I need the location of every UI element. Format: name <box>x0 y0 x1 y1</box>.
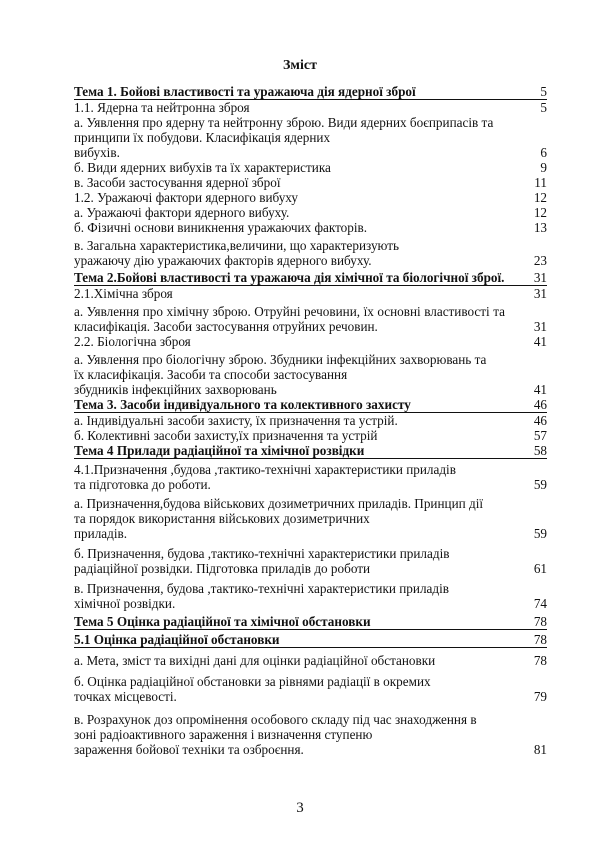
toc-entry-page: 46 <box>533 413 547 428</box>
toc-entry[interactable] <box>74 352 547 397</box>
toc-entry-page: 79 <box>533 689 547 704</box>
toc-entry-text: 2.1.Хімічна зброя <box>74 286 173 301</box>
toc-entry-page: 11 <box>534 175 547 190</box>
toc-entry-text: 2.2. Біологічна зброя <box>74 334 191 349</box>
toc-entry[interactable] <box>74 286 547 301</box>
toc-entry-text: б. Призначення, будова ,тактико-технічні характеристики приладів радіаційної розвідки. Підготовка приладів до роботи <box>74 546 450 576</box>
toc-entry-text: б. Колективні засоби захисту,їх призначення та устрій <box>74 428 378 443</box>
toc-entry-page: 81 <box>533 742 547 757</box>
toc-entry-page: 5 <box>540 84 547 99</box>
toc-entry-page: 9 <box>540 160 547 175</box>
toc-entry-text: Тема 5 Оцінка радіаційної та хімічної обстановки <box>74 614 371 629</box>
toc-entry-page: 13 <box>533 220 547 235</box>
toc-entry-page: 57 <box>533 428 547 443</box>
toc-entry-text: а. Уявлення про хімічну зброю. Отруйні речовини, їх основні властивості та класифікація. Засоби застосування отруйних речовин. <box>74 304 505 334</box>
toc-entry-text: 4.1.Призначення ,будова ,тактико-технічні характеристики приладів та підготовка до роботи. <box>74 462 456 492</box>
toc-entry-page: 58 <box>533 443 547 458</box>
toc-entry[interactable] <box>74 160 547 175</box>
toc-entry-text: 5.1 Оцінка радіаційної обстановки <box>74 632 280 647</box>
toc-entry-text: б. Фізичні основи виникнення уражаючих факторів. <box>74 220 368 235</box>
toc-entry-text: а. Уражаючі фактори ядерного вибуху. <box>74 205 290 220</box>
toc-entry[interactable] <box>74 238 547 268</box>
toc-entry[interactable] <box>74 413 547 428</box>
toc-entry[interactable] <box>74 674 547 704</box>
toc-entry[interactable] <box>74 653 547 668</box>
toc-entry[interactable] <box>74 496 547 541</box>
toc-entry-page: 12 <box>533 205 547 220</box>
toc-entry[interactable] <box>74 190 547 205</box>
toc-entry-section-5-1[interactable] <box>74 632 547 648</box>
toc-entry-text: в. Засоби застосування ядерної зброї <box>74 175 281 190</box>
toc-entry-text: а. Мета, зміст та вихідні дані для оцінки радіаційної обстановки <box>74 653 436 668</box>
toc-entry-text: 1.1. Ядерна та нейтронна зброя <box>74 100 250 115</box>
toc-entry-page: 6 <box>540 145 547 160</box>
toc-entry-page: 31 <box>533 270 547 285</box>
toc-entry-text: Тема 1. Бойові властивості та уражаюча дія ядерної зброї <box>74 84 416 99</box>
toc-entry-page: 5 <box>540 100 547 115</box>
toc-entry[interactable] <box>74 462 547 492</box>
toc-entry-text: а. Призначення,будова військових дозиметричних приладів. Принцип дії та порядок використання військових дозиметричних приладів. <box>74 496 484 541</box>
toc-entry-topic-4[interactable] <box>74 443 547 459</box>
page-number: 3 <box>296 800 304 816</box>
toc-entry-topic-2[interactable] <box>74 270 547 286</box>
toc-entry-text: Тема 4 Прилади радіаційної та хімічної розвідки <box>74 443 365 458</box>
toc-entry-page: 23 <box>533 253 547 268</box>
toc-entry-page: 31 <box>533 319 547 334</box>
toc-entry-page: 59 <box>533 526 547 541</box>
toc-entry[interactable] <box>74 100 547 115</box>
toc-entry[interactable] <box>74 220 547 235</box>
toc-entry-page: 61 <box>533 561 547 576</box>
toc-entry-topic-3[interactable] <box>74 397 547 413</box>
toc-entry[interactable] <box>74 428 547 443</box>
page-title: Зміст <box>283 58 317 73</box>
toc-entry-text: в. Загальна характеристика,величини, що характеризують уражаючу дію уражаючих факторів ядерного вибуху. <box>74 238 399 268</box>
toc-entry-page: 41 <box>533 382 547 397</box>
toc-entry-page: 74 <box>533 596 547 611</box>
toc-entry[interactable] <box>74 115 547 160</box>
toc-entry-page: 12 <box>533 190 547 205</box>
toc-entry[interactable] <box>74 175 547 190</box>
toc-entry[interactable] <box>74 581 547 611</box>
toc-entry[interactable] <box>74 546 547 576</box>
toc-entry-page: 31 <box>533 286 547 301</box>
toc-entry-page: 41 <box>533 334 547 349</box>
toc-entry-text: а. Індивідуальні засоби захисту, їх призначення та устрій. <box>74 413 398 428</box>
toc-entry-text: Тема 2.Бойові властивості та уражаюча дія хімічної та біологічної зброї. <box>74 270 505 285</box>
toc-entry-text: б. Види ядерних вибухів та їх характеристика <box>74 160 331 175</box>
table-of-contents <box>74 84 547 757</box>
toc-entry-page: 78 <box>533 653 547 668</box>
toc-entry-topic-5[interactable] <box>74 614 547 630</box>
toc-entry-text: б. Оцінка радіаційної обстановки за рівнями радіації в окремих точках місцевості. <box>74 674 431 704</box>
toc-entry-text: 1.2. Уражаючі фактори ядерного вибуху <box>74 190 298 205</box>
toc-entry-text: в. Призначення, будова ,тактико-технічні характеристики приладів хімічної розвідки. <box>74 581 449 611</box>
toc-entry-text: а. Уявлення про біологічну зброю. Збудники інфекційних захворювань та їх класифікація. Засоби та способи застосування збудників інфекційних захворювань <box>74 352 487 397</box>
toc-entry-page: 59 <box>533 477 547 492</box>
toc-entry[interactable] <box>74 712 547 757</box>
toc-entry-topic-1[interactable] <box>74 84 547 100</box>
toc-entry-text: а. Уявлення про ядерну та нейтронну зброю. Види ядерних боєприпасів та принципи їх побудови. Класифікація ядерних вибухів. <box>74 115 494 160</box>
toc-entry[interactable] <box>74 304 547 334</box>
toc-entry-page: 46 <box>533 397 547 412</box>
toc-entry[interactable] <box>74 334 547 349</box>
toc-entry[interactable] <box>74 205 547 220</box>
toc-entry-page: 78 <box>533 614 547 629</box>
toc-entry-text: Тема 3. Засоби індивідуального та колективного захисту <box>74 397 411 412</box>
toc-entry-text: в. Розрахунок доз опромінення особового складу під час знаходження в зоні радіоактивного зараження і визначення ступеню зараження бойової техніки та озброєння. <box>74 712 477 757</box>
toc-entry-page: 78 <box>533 632 547 647</box>
